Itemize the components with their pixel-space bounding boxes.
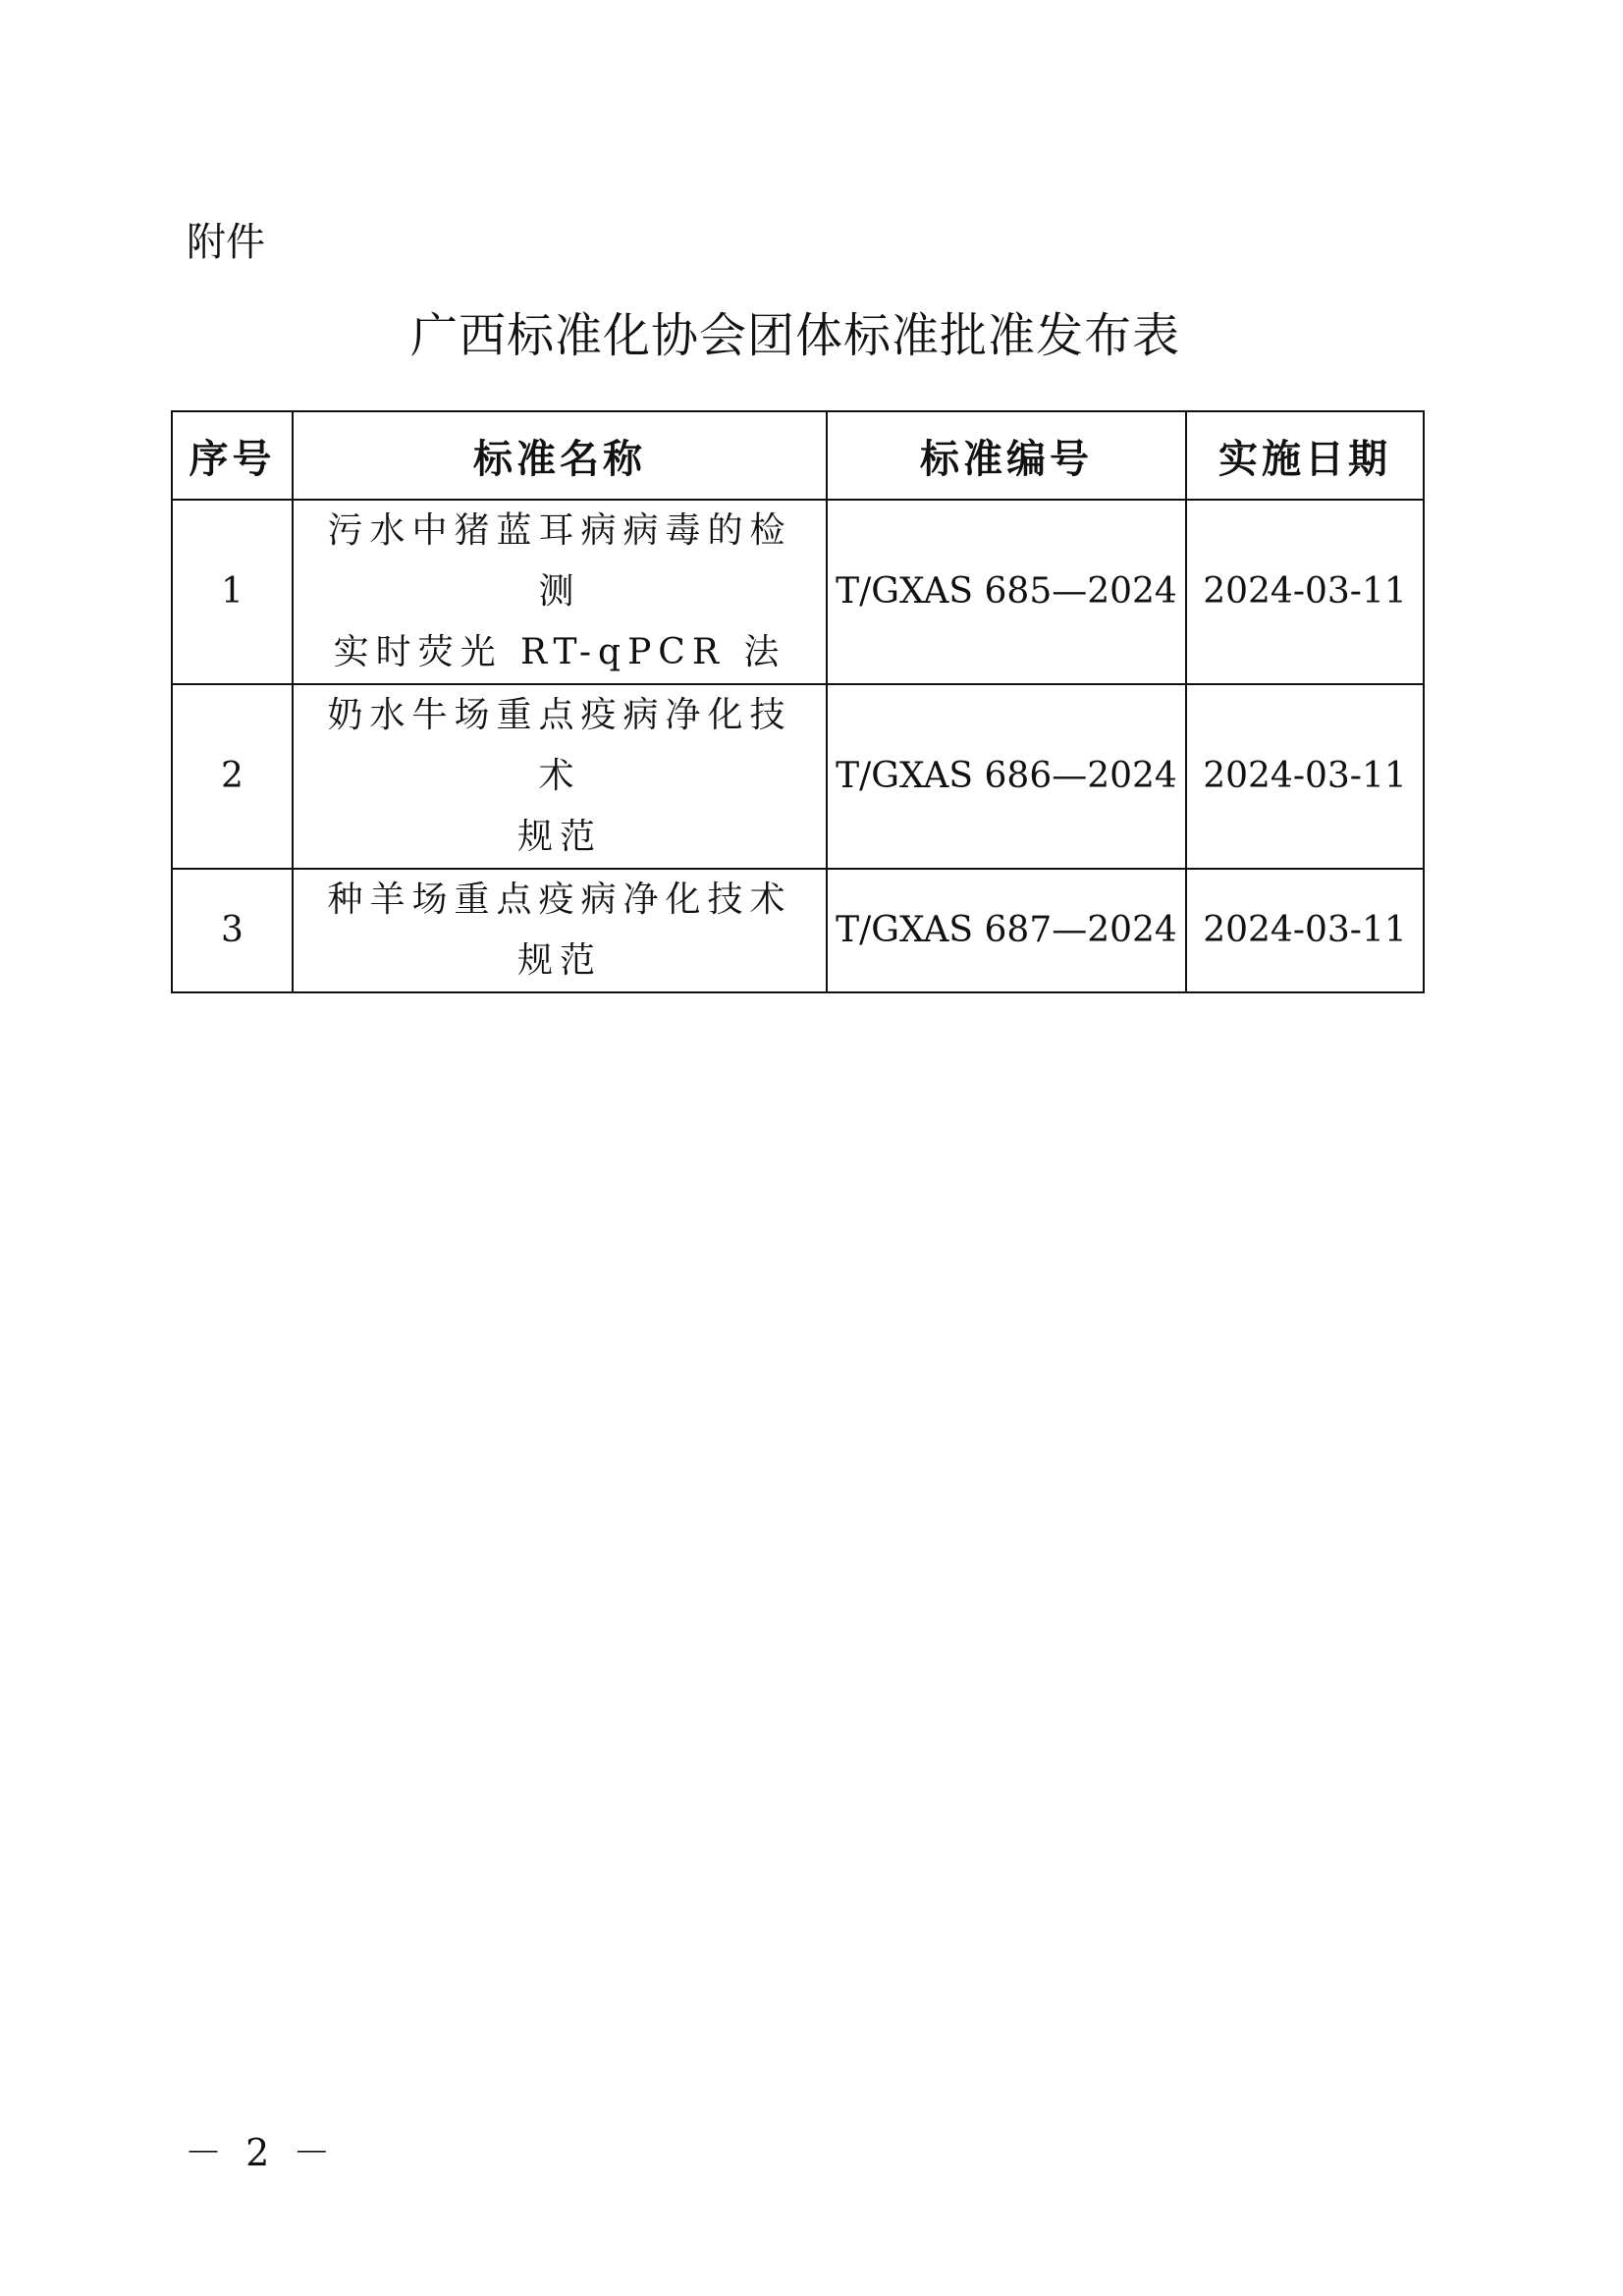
attachment-label: 附件 xyxy=(187,220,265,265)
header-seq: 序号 xyxy=(172,411,293,500)
header-name: 标准名称 xyxy=(293,411,827,500)
row-name-line1: 种羊场重点疫病净化技术 xyxy=(327,880,792,920)
row-name-line2: 规范 xyxy=(516,817,602,857)
row-code: T/GXAS 687—2024 xyxy=(827,869,1186,992)
document-title: 广西标准化协会团体标准批准发布表 xyxy=(409,308,1180,363)
row-name-line1: 污水中猪蓝耳病病毒的检测 xyxy=(327,510,792,612)
row-name-line2: 实时荧光 RT-qPCR 法 xyxy=(333,632,786,672)
table-row xyxy=(172,684,1424,869)
row-date: 2024-03-11 xyxy=(1186,500,1424,684)
table-row xyxy=(172,500,1424,684)
row-name-line1: 奶水牛场重点疫病净化技术 xyxy=(327,695,792,796)
row-date: 2024-03-11 xyxy=(1186,869,1424,992)
row-seq: 2 xyxy=(172,684,293,869)
row-seq: 3 xyxy=(172,869,293,992)
row-name xyxy=(293,869,827,992)
page-number: － 2 － xyxy=(185,2131,337,2174)
header-code: 标准编号 xyxy=(827,411,1186,500)
row-date: 2024-03-11 xyxy=(1186,684,1424,869)
row-code: T/GXAS 686—2024 xyxy=(827,684,1186,869)
standards-table xyxy=(171,410,1425,993)
row-code: T/GXAS 685—2024 xyxy=(827,500,1186,684)
header-date: 实施日期 xyxy=(1186,411,1424,500)
row-name xyxy=(293,684,827,869)
row-name xyxy=(293,500,827,684)
table-row xyxy=(172,869,1424,992)
row-seq: 1 xyxy=(172,500,293,684)
table-header-row xyxy=(172,411,1424,500)
row-name-line2: 规范 xyxy=(516,940,602,981)
